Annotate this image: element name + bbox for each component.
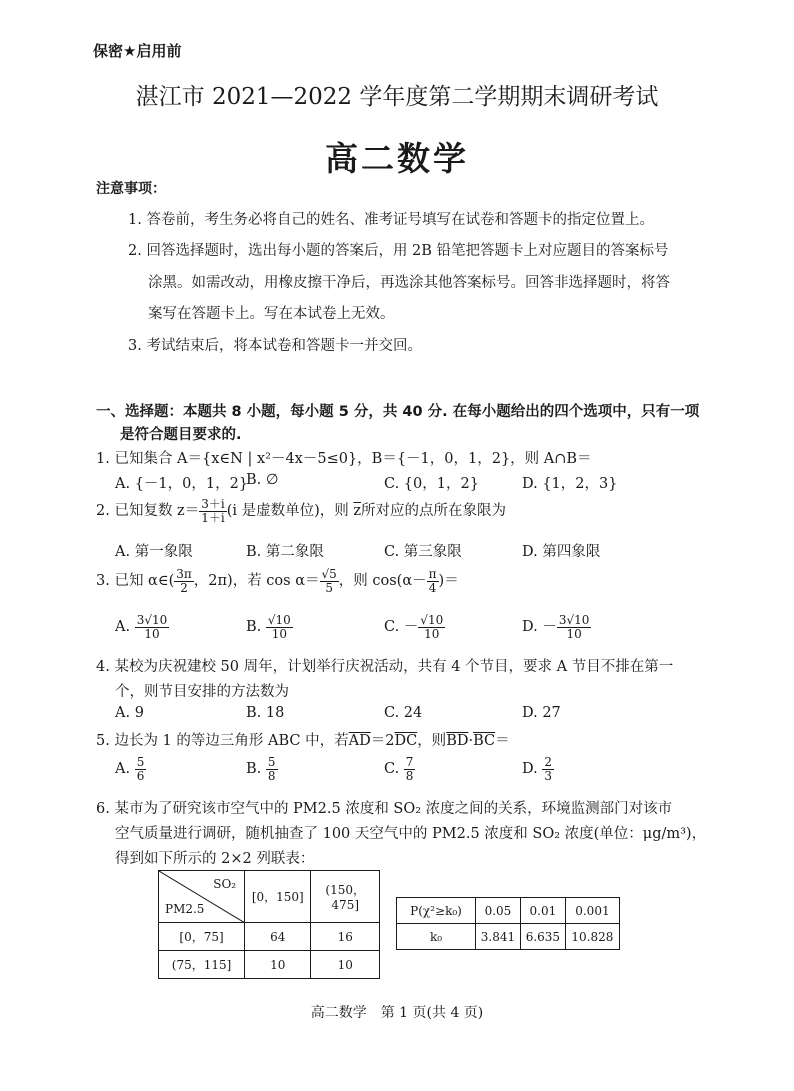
table-row	[159, 923, 380, 951]
q3-option-a: A. $\frac{3√10}{10}$	[115, 613, 168, 641]
table-cell: 16	[311, 923, 380, 951]
table-row	[159, 951, 380, 979]
column-header: (150，475]	[311, 871, 380, 923]
table-cell: 0.05	[476, 898, 521, 924]
q6-stem-cont: 得到如下所示的 2×2 列联表：	[115, 851, 315, 867]
q6-stem: 6. 某市为了研究该市空气中的 PM2.5 浓度和 SO₂ 浓度之间的关系，环境监测部门对该市	[96, 801, 673, 817]
table-cell: 6.635	[520, 924, 565, 950]
row-header: (75，115]	[159, 951, 245, 979]
table-cell: 0.01	[520, 898, 565, 924]
q5-option-b: B. $\frac{5}{8}$	[246, 755, 276, 783]
section-heading: 一、选择题：本题共 8 小题，每小题 5 分，共 40 分. 在每小题给出的四个选项中，只有一项	[96, 404, 700, 420]
column-header: [0，150]	[245, 871, 311, 923]
note-line: 1. 答卷前，考生务必将自己的姓名、准考证号填写在试卷和答题卡的指定位置上。	[128, 212, 654, 228]
q4-option-b: B. 18	[246, 705, 285, 721]
exam-title: 湛江市 2021—2022 学年度第二学期期末调研考试	[135, 84, 659, 110]
q1-stem: 1. 已知集合 A＝{x∈N | x²－4x－5≤0}，B＝{－1，0，1，2}，则 A∩B＝	[96, 451, 592, 467]
table-cell: 3.841	[476, 924, 521, 950]
row-header: [0，75]	[159, 923, 245, 951]
note-line: 3. 考试结束后，将本试卷和答题卡一并交回。	[128, 338, 422, 354]
notes-heading: 注意事项：	[96, 181, 166, 197]
note-line: 2. 回答选择题时，选出每小题的答案后，用 2B 铅笔把答题卡上对应题目的答案标号	[128, 243, 669, 259]
contingency-table	[158, 870, 380, 979]
fraction: $\frac{3+i}{1+i}$	[201, 497, 225, 525]
q2-stem: 2. 已知复数 z＝ $\frac{3+i}{1+i}$ (i 是虚数单位)，则 $\overline{z}$所对应的点所在象限为	[96, 497, 506, 525]
note-line: 涂黑。如需改动，用橡皮擦干净后，再选涂其他答案标号。回答非选择题时，将答	[148, 275, 670, 291]
q4-option-c: C. 24	[384, 705, 423, 721]
q1-option-c: C. {0，1，2}	[384, 476, 479, 492]
row-header: P(χ²≥k₀)	[397, 898, 476, 924]
corner-bottom-label: PM2.5	[165, 902, 205, 916]
q4-option-a: A. 9	[115, 705, 144, 721]
table-cell: 10	[311, 951, 380, 979]
q5-option-d: D. $\frac{2}{3}$	[522, 755, 552, 783]
table-row	[397, 898, 620, 924]
q5-stem: 5. 边长为 1 的等边三角形 ABC 中，若$\overline{AD}=2\overline{DC}$，则$\overline{BD}\cdot\overline{BC}=$	[96, 733, 510, 749]
q4-stem: 4. 某校为庆祝建校 50 周年，计划举行庆祝活动，共有 4 个节目，要求 A 节目不排在第一	[96, 659, 674, 675]
q2-option-b: B. 第二象限	[246, 544, 324, 560]
q2-option-a: A. 第一象限	[115, 544, 193, 560]
q2-option-d: D. 第四象限	[522, 544, 601, 560]
critical-value-table	[396, 897, 620, 950]
table-cell: 0.001	[565, 898, 619, 924]
q6-stem-cont: 空气质量进行调研，随机抽查了 100 天空气中的 PM2.5 浓度和 SO₂ 浓度(单位：μg/m³)，	[115, 826, 707, 842]
q4-option-d: D. 27	[522, 705, 561, 721]
q1-option-d: D. {1，2，3}	[522, 476, 618, 492]
row-header: k₀	[397, 924, 476, 950]
q1-option-b: B. ∅	[246, 472, 279, 488]
table-cell: 64	[245, 923, 311, 951]
q4-stem-cont: 个，则节目安排的方法数为	[115, 684, 289, 700]
q5-option-c: C. $\frac{7}{8}$	[384, 755, 414, 783]
q5-option-a: A. $\frac{5}{6}$	[115, 755, 145, 783]
confidential-label: 保密★启用前	[93, 42, 182, 60]
q2-option-c: C. 第三象限	[384, 544, 462, 560]
corner-top-label: SO₂	[213, 877, 237, 891]
q3-option-b: B. $\frac{√10}{10}$	[246, 613, 291, 641]
page-footer: 高二数学 第 1 页(共 4 页)	[310, 1005, 484, 1021]
table-cell: 10.828	[565, 924, 619, 950]
q3-stem: 3. 已知 α∈( $\frac{3\pi}{2}$ ，2π)，若 cos α＝ $\frac{√5}{5}$ ，则 cos(α－ $\frac{\pi}{4}$ )＝	[96, 567, 459, 595]
q1-option-a: A. {－1，0，1，2}	[115, 476, 249, 492]
table-row	[397, 924, 620, 950]
note-line: 案写在答题卡上。写在本试卷上无效。	[148, 306, 395, 322]
q3-option-d: D. － $\frac{3√10}{10}$	[522, 613, 590, 641]
subject-title: 高二数学	[325, 139, 469, 178]
section-heading-cont: 是符合题目要求的.	[120, 427, 242, 443]
table-corner-cell	[159, 871, 245, 923]
table-cell: 10	[245, 951, 311, 979]
q3-option-c: C. － $\frac{√10}{10}$	[384, 613, 444, 641]
